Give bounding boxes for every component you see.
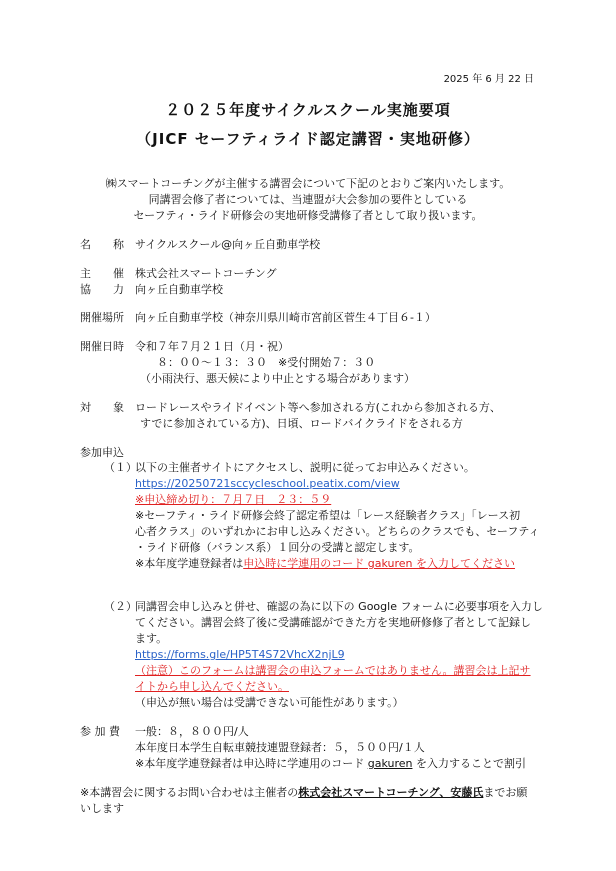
organizer-label: 主 催 [80, 267, 124, 280]
cooperation-label: 協 力 [80, 283, 124, 296]
step1-line-1: 以下の主催者サイトにアクセスし、説明に従ってお申込みください。 [135, 461, 475, 474]
target-line-1: ロードレースやライドイベント等へ参加される方(これから参加される方、 [135, 401, 501, 414]
step1-note-2: 心者クラス」のいずれかにお申し込みください。どちらのクラスでも、セーフティ [135, 525, 540, 538]
venue-label: 開催場所 [80, 311, 124, 324]
footer-suffix: までお願 [483, 786, 528, 799]
name-label: 名 称 [80, 238, 124, 251]
fee-discount-code: gakuren [367, 757, 413, 770]
title-line-2: （JICF セーフティライド認定講習・実地研修） [136, 130, 480, 148]
footer-contact: 株式会社スマートコーチング、安藤氏 [298, 786, 484, 799]
fee-discount-note [135, 756, 526, 771]
cooperation-value: 向ヶ丘自動車学校 [135, 283, 223, 296]
form-warning-line-2: イトから申し込んでください。 [135, 680, 289, 693]
footer-contact-line-1 [80, 785, 527, 800]
datetime-label: 開催日時 [80, 340, 124, 353]
application-heading: 参加申込 [80, 446, 124, 459]
deadline-notice: ※申込締め切り：７月７日 ２３：５９ [135, 493, 332, 506]
step2-number: （２） [104, 600, 137, 613]
registration-code-instruction: 申込時に学連用のコード gakuren を入力してください [243, 557, 515, 570]
footer-prefix: ※本講習会に関するお問い合わせは主催者の [80, 786, 299, 799]
step1-note-3: ・ライド研修（バランス系）１回分の受講と認定します。 [135, 541, 420, 554]
intro-line-1: ㈱スマートコーチングが主催する講習会について下記のとおりご案内いたします。 [105, 177, 511, 190]
step1-number: （１） [104, 461, 137, 474]
step1-note-1: ※セーフティ・ライド研修会終了認定希望は「レース経験者クラス」「レース初 [135, 509, 521, 522]
step2-note: （申込が無い場合は受講できない可能性があります。） [135, 696, 404, 709]
target-line-2: すでに参加されている方)、日頃、ロードバイクライドをされる方 [140, 417, 463, 430]
title-line-1: ２０２５年度サイクルスクール実施要項 [165, 101, 451, 119]
datetime-line-1: 令和７年７月２１日（月・祝） [135, 340, 289, 353]
step1-registration-note [135, 556, 515, 571]
organizer-value: 株式会社スマートコーチング [135, 267, 277, 280]
intro-line-2: 同講習会修了者については、当連盟が大会参加の要件としている [148, 193, 468, 206]
datetime-line-2: ８：００～１３：３０ ※受付開始７：３０ [157, 356, 376, 369]
form-warning-line-1: （注意）このフォームは講習会の申込フォームではありません。講習会は上記サ [135, 664, 531, 677]
google-form-link[interactable]: https://forms.gle/HP5T4S72VhcX2njL9 [135, 648, 345, 661]
venue-value: 向ヶ丘自動車学校（神奈川県川崎市宮前区菅生４丁目６-１） [135, 311, 436, 324]
fee-discount-prefix: ※本年度学連登録者は申込時に学連用のコード [135, 757, 368, 770]
document-date: 2025 年 6 月 22 日 [443, 74, 534, 85]
intro-line-3: セーフティ・ライド研修会の実地研修受講修了者として取り扱います。 [133, 209, 483, 222]
fee-general: 一般：８，８００円/人 [135, 725, 249, 738]
datetime-line-3: （小雨決行、悪天候により中止とする場合があります） [140, 372, 415, 385]
registration-prefix: ※本年度学連登録者は [135, 557, 244, 570]
name-value: サイクルスクール@向ヶ丘自動車学校 [135, 238, 321, 251]
fee-discount-suffix: を入力することで割引 [412, 757, 526, 770]
target-label: 対 象 [80, 401, 124, 414]
step2-line-3: ます。 [135, 632, 168, 645]
step2-line-2: てください。講習会終了後に受講確認ができた方を実地研修修了者として記録し [135, 616, 531, 629]
fee-student: 本年度日本学生自転車競技連盟登録者：５，５００円/１人 [135, 741, 425, 754]
peatix-link[interactable]: https://20250721sccycleschool.peatix.com/view [135, 477, 400, 490]
footer-contact-line-2: いします [80, 802, 124, 815]
fee-label: 参 加 費 [80, 725, 120, 738]
step2-line-1: 同講習会申し込みと併せ、確認の為に以下の Google フォームに必要事項を入力し [135, 600, 543, 613]
